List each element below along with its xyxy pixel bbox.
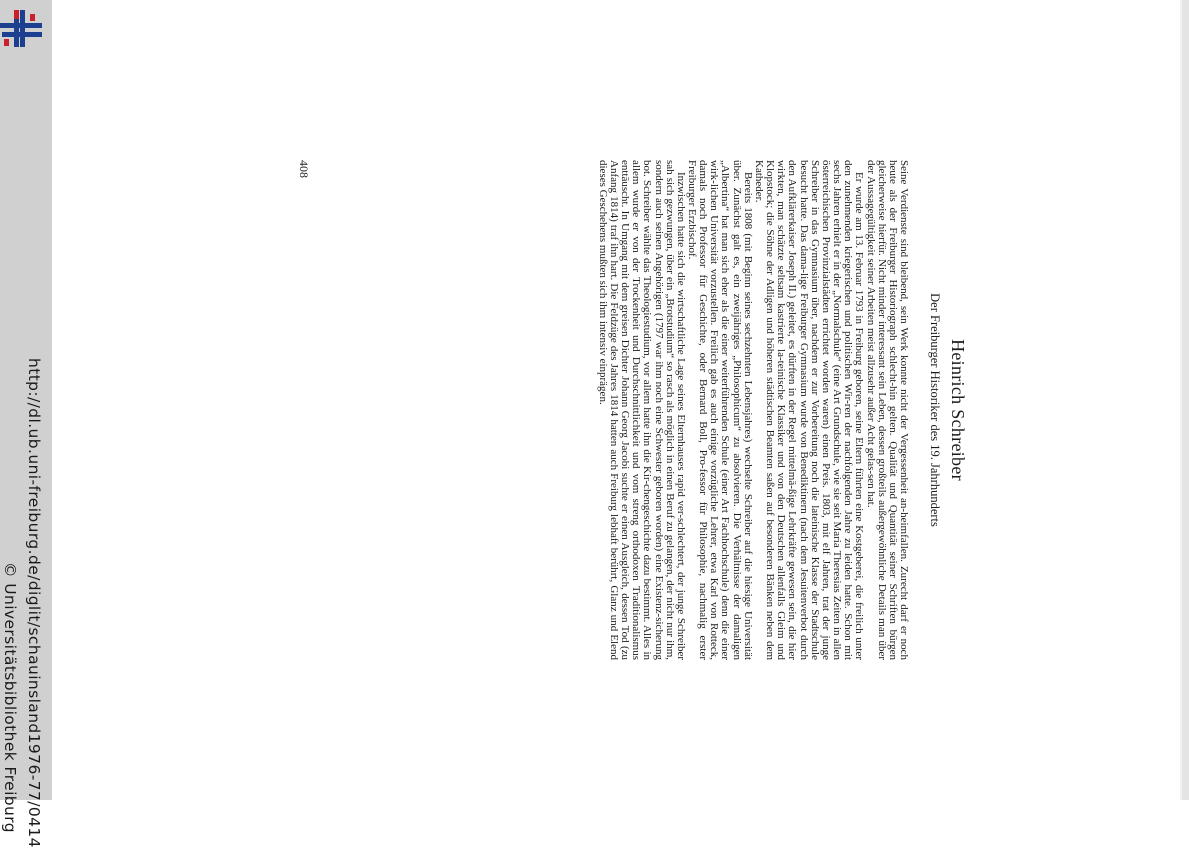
page-number: 408 <box>297 160 311 178</box>
copyright-notice: © Universitätsbibliothek Freiburg <box>1 562 19 833</box>
paragraph: Bereits 1808 (mit Beginn seines sechzehnten Lebensjahres) wechselte Schreiber auf die hiesige Universität über. Zunächst galt es, ein zweijähriges „Philosophicum“ zu absolvieren. Die Verhältnisse der damaligen „Albertina“ hat man sich eher als die einer weiterführenden Schule (einer Art Fachhochschule) denn die einer wirk-lichen Universität vorzustellen. Freilich gab es auch einige vorzügliche Lehrer, etwa Karl von Rotteck, damals noch Professor für Geschichte, oder Bernard Boll, Pro-fessor für Philosophie, nachmalig erster Freiburger Erzbischof. <box>686 160 754 660</box>
page-title: Heinrich Schreiber <box>948 339 968 481</box>
paragraph: Inzwischen hatte sich die wirtschaftliche Lage seines Elternhauses rapid ver-schlechtert, der junge Schreiber sah sich gezwungen, über ein „Brotstudium“ so rasch als möglich in einen Beruf zu gelangen, der nicht nur ihm, sondern auch seinen Angehörigen (1797 war ihm noch eine Schwester geboren worden) eine Existenz-sicherung bot. Schreiber wählte das Theologiestudium, vor allem hatte ihn die Kir-chengeschichte dazu bestimmt. Alles in allem wurde er von der Trockenheit und Durchschnittlichkeit und vom streng orthodoxen Traditionalismus enttäuscht. In Umgang mit dem greisen Dichter Johann Georg Jacobi suchte er einen Ausgleich, dessen Tod (zu Anfang 1814) traf ihn hart. Die Feldzüge des Jahres 1814 hatten auch Freiburg lebhaft berührt, Glanz und Elend dieses Geschehens mußten sich ihm intensiv einprägen. <box>596 160 687 660</box>
scan-edge-inner <box>1180 0 1182 800</box>
paragraph: Seine Verdienste sind bleibend, sein Werk konnte nicht der Vergessenheit an-heimfallen. Zurecht darf er noch heute als der Freiburger Historiograph schlecht-hin gelten. Qualität und Quantität seiner Schriften bürgen gleicherweise hierfür. Nicht minder interessant sein Leben, dessen großteils außergewöhnliche Details man über der Aussagegültigkeit seiner Arbeiten meist allzusehr außer Acht gelas-sen hat. <box>864 160 910 660</box>
viewer-sidebar <box>0 0 52 848</box>
document-url[interactable]: http://dl.ub.uni-freiburg.de/diglit/schauinsland1976-77/0414 <box>25 358 43 848</box>
paragraph: Er wurde am 13. Februar 1793 in Freiburg geboren, seine Eltern führten eine Kostgeberei, die freilich unter den zunehmenden kriegerischen und politischen Wir-ren der nachfolgenden Jahre zu leiden hatte. Schon mit sechs Jahren erhielt er in der „Normalschule“ (eine Art Grundschule, wie sie seit Maria Theresias Zeiten in allen österreichischen Provinzialstädten errichtet worden waren) einen Preis. 1803, mit elf Jahren, trat der junge Schreiber in das Gymnasium über, nachdem er zur Vorbereitung noch die lateinische Klasse der Stadtschule besucht hatte. Das dama-lige Freiburger Gymnasium wurde von Benediktinern (nach dem Jesuitenverbot durch den Aufklärerkaiser Joseph II.) geleitet, es dürften in der Regel mittelmä-ßige Lehrkräfte gewesen sein, die hier wirkten, man schätzte seltsam kastrierte la-teinische Klassiker und von den Deutschen allenfalls Gleim und Klopstock; die Söhne der Adligen und höheren städtischen Beamten saßen auf besonderen Bänken neben dem Katheder. <box>752 160 866 660</box>
university-library-logo-icon[interactable] <box>0 10 44 50</box>
scanned-page <box>288 160 968 660</box>
page-body <box>597 160 909 660</box>
page-subtitle: Der Freiburger Historiker des 19. Jahrhunderts <box>928 293 942 527</box>
scan-edge <box>1182 0 1189 800</box>
